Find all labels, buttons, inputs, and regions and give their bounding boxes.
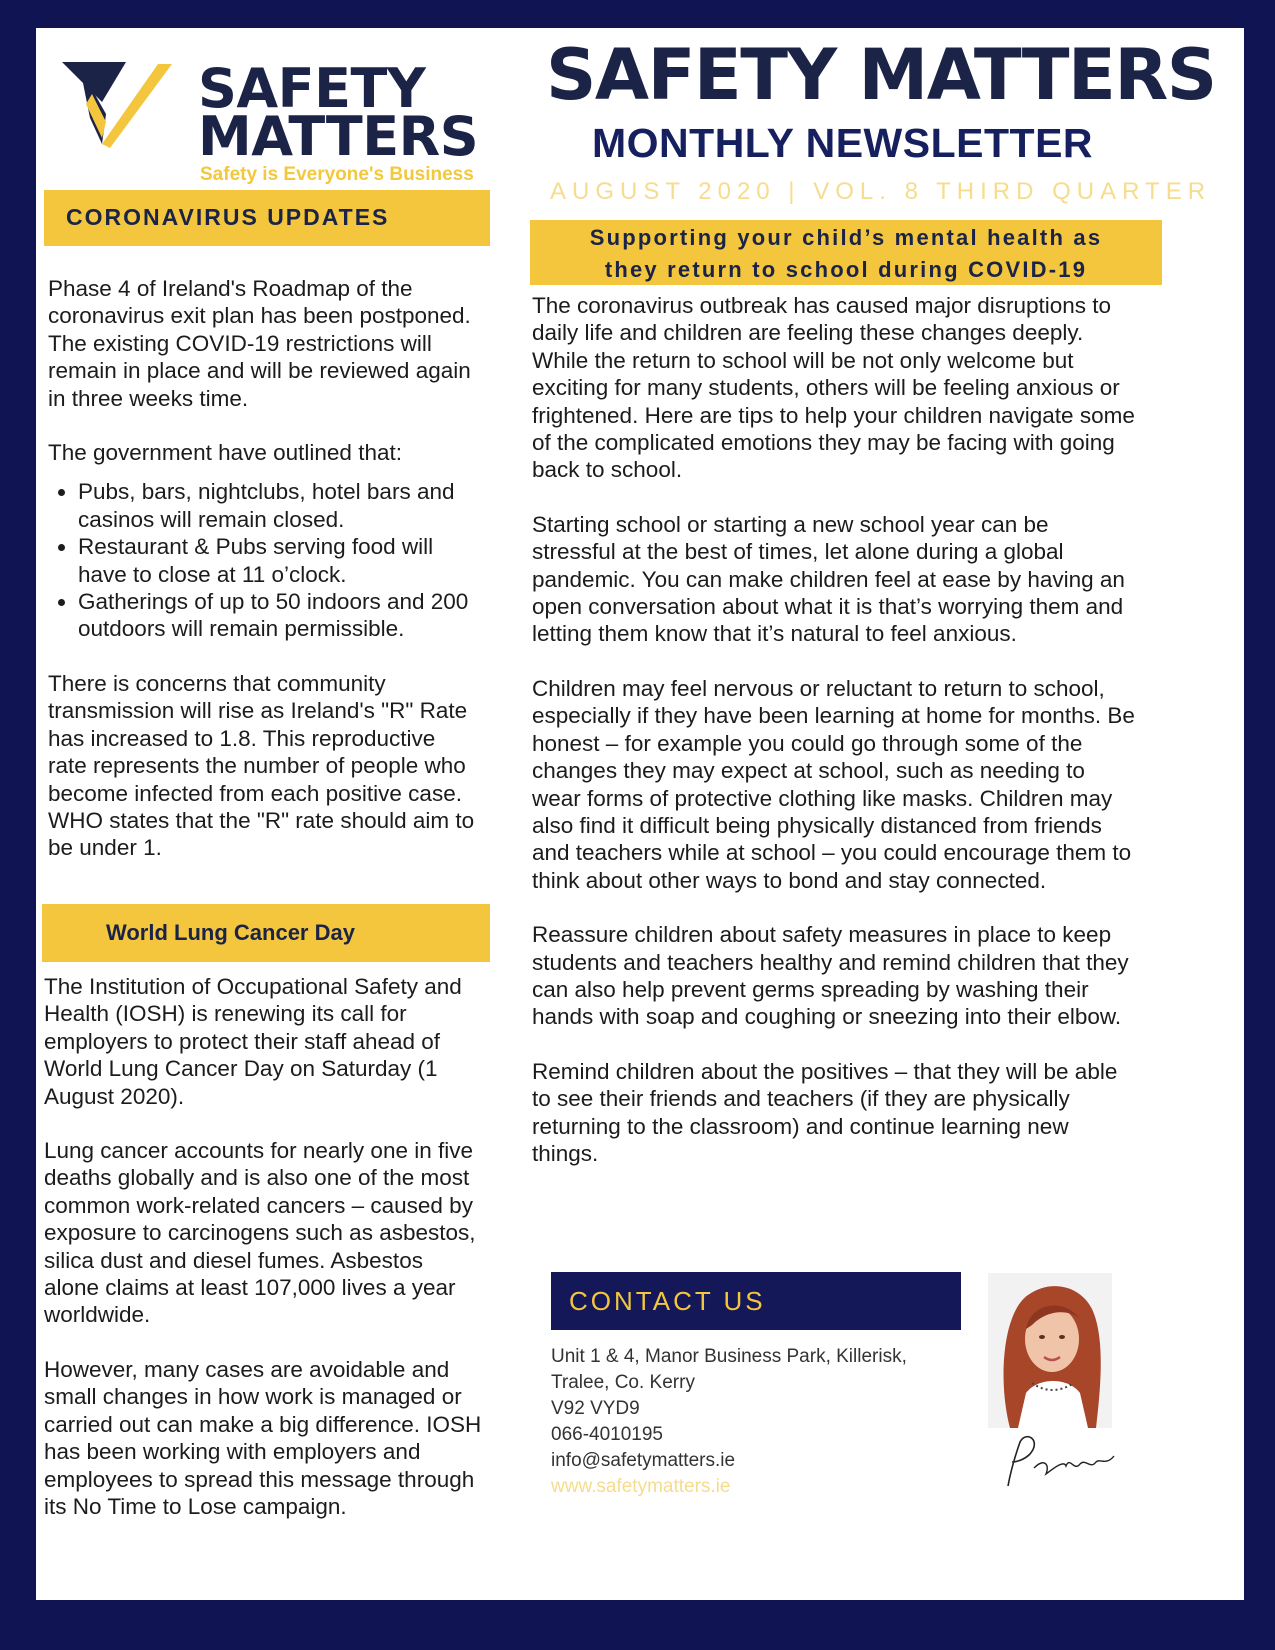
logo-mark-icon — [62, 58, 174, 148]
newsletter-title: SAFETY MATTERS — [546, 34, 1216, 116]
child-paragraph: Remind children about the positives – that they will be able to see their friends and teachers (if they are physically returning to the classroom) and continue learning new things. — [532, 1058, 1118, 1166]
address-line-1: Unit 1 & 4, Manor Business Park, Killerisk, — [551, 1346, 907, 1367]
address-line-2: Tralee, Co. Kerry — [551, 1372, 695, 1393]
child-paragraph: Reassure children about safety measures in place to keep students and teachers healthy and remind children that they can also help prevent germs spreading by washing their hands with soap and coughing or sneezing into their elbow. — [532, 922, 1129, 1030]
logo-text-line1: SAFETY — [198, 57, 426, 120]
coronavirus-heading-text: CORONAVIRUS UPDATES — [66, 204, 390, 230]
coronavirus-section-body — [48, 275, 478, 889]
child-heading-line-1: Supporting your child’s mental health as — [589, 225, 1103, 250]
coronavirus-paragraph-2: The government have outlined that: — [48, 440, 402, 466]
newsletter-page — [36, 28, 1244, 1600]
lung-cancer-paragraph-2: Lung cancer accounts for nearly one in five deaths globally and is also one of the most common work-related cancers – caused by exposure to carcinogens such as asbestos, silica dust and diesel fumes. Asbestos alone claims at least 107,000 lives a year worldwide. — [44, 1138, 476, 1328]
signature-image — [994, 1428, 1124, 1498]
restrictions-list — [48, 478, 478, 642]
child-paragraph: Children may feel nervous or reluctant to return to school, especially if they have been learning at home for months. Be honest – for example you could go through some of the changes they may expect at school, such as needing to wear forms of protective clothing like masks. Children may also find it difficult being physically distanced from friends and teachers while at school – you could encourage them to think about other ways to bond and stay connected. — [532, 675, 1135, 893]
email-link[interactable]: info@safetymatters.ie — [551, 1450, 736, 1471]
list-item: • Restaurant & Pubs serving food will have to close at 11 o’clock. — [78, 533, 478, 588]
lung-cancer-section-heading — [42, 904, 490, 962]
child-paragraph: The coronavirus outbreak has caused major disruptions to daily life and children are feeling these changes deeply. While the return to school will be not only welcome but exciting for many students, others will be feeling anxious or frightened. Here are tips to help your children navigate some of the complicated emotions they may be facing with going back to school. — [532, 293, 1135, 483]
lung-cancer-paragraph-1: The Institution of Occupational Safety and Health (IOSH) is renewing its call for employers to protect their staff ahead of World Lung Cancer Day on Saturday (1 August 2020). — [44, 974, 462, 1109]
lung-cancer-heading-text: World Lung Cancer Day — [106, 920, 355, 945]
child-paragraph: Starting school or starting a new school year can be stressful at the best of times, let alone during a global pandemic. You can make children feel at ease by having an open conversation about what it is that’s worrying them and letting them know that it’s natural to feel anxious. — [532, 511, 1125, 647]
lung-cancer-paragraph-3: However, many cases are avoidable and small changes in how work is managed or carried out can make a big difference. IOSH has been working with employers and employees to spread this message through its No Time to Lose campaign. — [44, 1356, 482, 1519]
coronavirus-paragraph-1: Phase 4 of Ireland's Roadmap of the coronavirus exit plan has been postponed. The existing COVID-19 restrictions will remain in place and will be reviewed again in three weeks time. — [48, 276, 471, 411]
child-mental-health-heading — [530, 220, 1162, 285]
list-item: • Gatherings of up to 50 indoors and 200 outdoors will remain permissible. — [78, 588, 478, 643]
logo-tagline: Safety is Everyone's Business — [200, 164, 474, 185]
coronavirus-paragraph-3: There is concerns that community transmission will rise as Ireland's "R" Rate has increased to 1.8. This reproductive rate represents the number of people who become infected from each positive case. WHO states that the "R" rate should aim to be under 1. — [48, 670, 475, 861]
company-logo — [62, 42, 502, 185]
newsletter-subtitle: MONTHLY NEWSLETTER — [592, 120, 1094, 166]
coronavirus-section-heading — [44, 190, 490, 246]
lung-cancer-section-body — [44, 973, 484, 1547]
child-heading-line-2: they return to school during COVID-19 — [604, 257, 1088, 282]
eircode: V92 VYD9 — [551, 1398, 640, 1419]
contact-heading-bar — [551, 1272, 961, 1330]
list-item: • Pubs, bars, nightclubs, hotel bars and casinos will remain closed. — [78, 478, 478, 533]
contact-heading-text: CONTACT US — [569, 1286, 766, 1316]
website-link[interactable]: www.safetymatters.ie — [551, 1476, 731, 1497]
child-mental-health-body — [532, 292, 1137, 1194]
portrait-photo — [988, 1273, 1112, 1428]
logo-text-line2: MATTERS — [198, 105, 479, 168]
phone-number[interactable]: 066-4010195 — [551, 1424, 663, 1445]
contact-details — [551, 1344, 907, 1500]
issue-line: AUGUST 2020 | VOL. 8 THIRD QUARTER — [550, 178, 1212, 205]
